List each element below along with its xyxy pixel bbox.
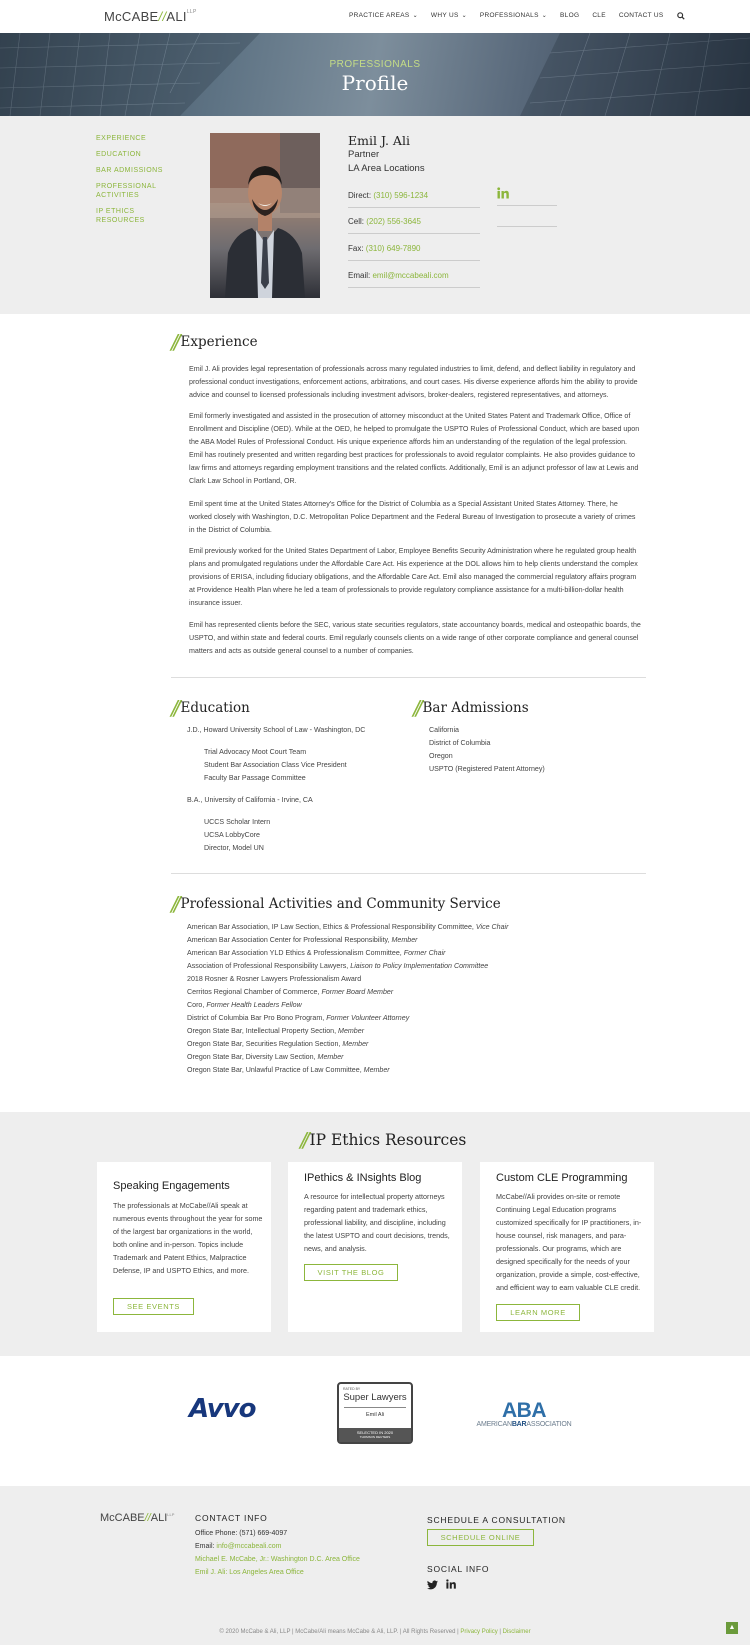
profile-band — [0, 116, 750, 314]
contact-email — [348, 271, 480, 288]
experience-paragraph: Emil has represented clients before the SEC, various state securities regulators, state accountancy boards, medical and osteopathic boards, the USPTO, and within state and federal courts. Emil regularly counsels clients on a wide range of other corporate compliance and general counsel matters and acts as outside general counsel to a number of companies. — [189, 621, 641, 655]
aba-logo[interactable] — [468, 1401, 580, 1428]
sl-selected-text: SELECTED IN 2020 — [356, 1430, 394, 1435]
linkedin-icon[interactable] — [446, 1579, 456, 1589]
nav-contact-us[interactable]: CONTACT US — [618, 12, 664, 19]
card-title: Custom CLE Programming — [496, 1172, 628, 1184]
list-item: Oregon — [429, 752, 453, 760]
card-body: A resource for intellectual property attorneys regarding patent and trademark ethics, professional liability, and discipline, including the latest USPTO and court decisions, trends, news, and analysis. — [304, 1192, 450, 1253]
experience-paragraph: Emil previously worked for the United States Department of Labor, Employee Benefits Security Administration where he regulated group health plans and promulgated regulations under the Affordable Care Act. His experience at the DOL allows him to help clients understand the complex provisions of ERISA, including fiduciary obligations, and the Affordable Care Act. Emil also managed the commercial regulatory affairs program at Providence Health Plan where he led a team of professionals to provide regulatory compliance assistance for a multi-billion-dollar health insurance issuer. — [189, 547, 638, 607]
profile-title: Partner — [348, 149, 380, 160]
contact-cell — [348, 217, 480, 234]
super-lawyers-badge[interactable] — [337, 1382, 413, 1444]
fax-link[interactable]: (310) 649-7890 — [365, 244, 421, 253]
footer-phone: Office Phone: (571) 669-4097 — [195, 1530, 288, 1537]
main-nav — [349, 12, 685, 22]
nav-cle[interactable]: CLE — [592, 12, 606, 19]
list-item: Student Bar Association Class Vice President — [204, 761, 347, 769]
education-degree: J.D., Howard University School of Law - Washington, DC — [187, 726, 366, 734]
education-heading: // Education — [171, 696, 250, 720]
privacy-policy-link[interactable]: Privacy Policy — [460, 1629, 498, 1635]
chevron-up-icon: ▲ — [728, 1624, 736, 1631]
profile-location: LA Area Locations — [348, 163, 425, 174]
list-item: Cerritos Regional Chamber of Commerce, Former Board Member — [187, 988, 394, 996]
contact-fax — [348, 244, 480, 261]
card-body: McCabe//Ali provides on-site or remote Continuing Legal Education programs customized specifically for IP practitioners, in-house counsel, risk managers, and para-professionals. Our programs, which are designed specifically for the needs of your organization, provide a simple, cost-effective, and efficient way to earn valuable CLE credit. — [496, 1192, 642, 1292]
footer-contact-list — [195, 1527, 360, 1579]
list-item: American Bar Association YLD Ethics & Professionalism Committee, Former Chair — [187, 949, 446, 957]
list-item: UCSA LobbyCore — [204, 831, 260, 839]
education-activities — [204, 746, 347, 785]
cell-label: Cell: — [348, 217, 365, 226]
copyright-text: © 2020 McCabe & Ali, LLP | McCabe/Ali means McCabe & Ali, LLP. | All Rights Reserved | — [219, 1629, 459, 1635]
site-footer — [0, 1486, 750, 1645]
ip-ethics-section — [0, 1112, 750, 1356]
card-speaking-engagements — [97, 1162, 271, 1332]
experience-paragraph: Emil J. Ali provides legal representation of professionals across many regulated industries to limit, defend, and deflect liability in regulatory and professional conduct investigations, enforcement actions, arbitrations, and court cases. His diverse experience affords him the ability to provide advice and counsel to licensed professionals including investment advisors, broker-dealers, registered representatives, and attorneys. — [189, 365, 638, 399]
visit-blog-button[interactable]: VISIT THE BLOG — [304, 1264, 398, 1281]
section-divider — [171, 677, 646, 678]
email-link[interactable]: emil@mccabeali.com — [372, 271, 449, 280]
sl-rated-text: RATED BY — [343, 1387, 361, 1391]
hero-banner — [0, 33, 750, 116]
sidebar-link-experience[interactable]: EXPERIENCE — [96, 135, 147, 142]
activities-heading: // Professional Activities and Community Service — [171, 892, 501, 916]
card-body: The professionals at McCabe//Ali speak at numerous events throughout the year for some of the largest bar organizations in the world, both online and in-person. Topics include Trademark and Patent Ethics, Malpractice Defense, IP and USPTO Ethics, and more. — [113, 1201, 263, 1275]
footer-logo[interactable]: McCABE/$/ALI^{LLP}$ — [100, 1512, 175, 1524]
experience-paragraph: Emil spent time at the United States Attorney's Office for the District of Columbia as a Special Assistant United States Attorney. There, he worked closely with Washington, D.C. Metropolitan Police Department and the Federal Bureau of Investigation to prosecute a variety of crimes in the District of Columbia. — [189, 500, 636, 534]
linkedin-icon[interactable] — [497, 187, 509, 199]
nav-practice-areas[interactable]: PRACTICE AREAS ⌄ — [349, 12, 418, 19]
nav-why-us[interactable]: WHY US ⌄ — [430, 12, 467, 19]
ip-ethics-heading: // IP Ethics Resources — [300, 1128, 467, 1152]
hero-title: Profile — [341, 71, 409, 95]
schedule-heading: SCHEDULE A CONSULTATION — [427, 1515, 566, 1525]
experience-heading: // Experience — [171, 330, 258, 354]
education-degree: B.A., University of California - Irvine, CA — [187, 796, 313, 804]
footer-email-row: Email: info@mccabeali.com — [195, 1543, 282, 1550]
section-sidebar-nav — [96, 134, 176, 232]
linkedin-row — [497, 185, 557, 206]
sidebar-link-education[interactable]: EDUCATION — [96, 151, 142, 158]
list-item: Coro, Former Health Leaders Fellow — [187, 1001, 302, 1009]
site-logo[interactable]: McCABE/$/ALI^{LLP}$ — [104, 9, 197, 24]
contact-info-heading: CONTACT INFO — [195, 1513, 268, 1523]
list-item: American Bar Association, IP Law Section, Ethics & Professional Responsibility Committee, Vice Chair — [187, 923, 509, 931]
hero-subtitle: PROFESSIONALS — [329, 59, 421, 70]
list-item: Oregon State Bar, Securities Regulation Section, Member — [187, 1040, 369, 1048]
sl-name-text: Super Lawyers — [343, 1392, 407, 1403]
list-item: 2018 Rosner & Rosner Lawyers Professionalism Award — [187, 975, 362, 983]
list-item: California — [429, 726, 459, 734]
learn-more-button[interactable]: LEARN MORE — [496, 1304, 580, 1321]
list-item: Trial Advocacy Moot Court Team — [204, 748, 307, 756]
list-item: Oregon State Bar, Diversity Law Section, Member — [187, 1053, 344, 1061]
double-slash-icon: // — [300, 1128, 306, 1152]
back-to-top-button[interactable] — [726, 1622, 738, 1634]
double-slash-icon: // — [171, 696, 177, 720]
site-header — [0, 0, 750, 33]
bar-admissions-list — [429, 724, 545, 776]
double-slash-icon: // — [413, 696, 419, 720]
aba-text-2: BAR — [511, 1421, 527, 1428]
credentials-logos — [0, 1356, 750, 1486]
sl-thomson-text: THOMSON REUTERS — [359, 1435, 391, 1439]
list-item: Oregon State Bar, Unlawful Practice of Law Committee, Member — [187, 1066, 390, 1074]
list-item: American Bar Association Center for Professional Responsibility, Member — [187, 936, 418, 944]
list-item: Director, Model UN — [204, 844, 264, 852]
list-item: Faculty Bar Passage Committee — [204, 774, 306, 782]
profile-photo — [210, 133, 320, 298]
see-events-button[interactable]: SEE EVENTS — [113, 1298, 194, 1315]
activities-list — [187, 921, 508, 1077]
card-custom-cle — [480, 1162, 654, 1332]
chevron-down-icon: ⌄ — [461, 13, 467, 19]
footer-email-link[interactable]: info@mccabeali.com — [216, 1543, 282, 1550]
aba-mark: ABA — [502, 1399, 546, 1422]
aba-text-3: ASSOCIATION — [526, 1421, 572, 1428]
twitter-icon[interactable] — [427, 1580, 438, 1590]
list-item: UCCS Scholar Intern — [204, 818, 271, 826]
education-activities — [204, 816, 270, 855]
fax-label: Fax: — [348, 244, 364, 253]
sidebar-link-professional-activities[interactable]: PROFESSIONAL ACTIVITIES — [96, 183, 157, 199]
footer-office-link-dc[interactable]: Michael E. McCabe, Jr.: Washington D.C. Area Office — [195, 1556, 360, 1563]
copyright-bar: © 2020 McCabe & Ali, LLP | McCabe/Ali means McCabe & Ali, LLP. | All Rights Reserved | Privacy Policy | Disclaimer — [219, 1629, 531, 1635]
email-label: Email: — [348, 271, 371, 280]
double-slash-icon: // — [171, 892, 177, 916]
sl-person-text: Emil Ali — [365, 1412, 385, 1418]
chevron-down-icon: ⌄ — [541, 13, 548, 19]
chevron-down-icon: ⌄ — [412, 13, 418, 19]
disclaimer-link[interactable]: Disclaimer — [502, 1629, 531, 1635]
list-item: Oregon State Bar, Intellectual Property Section, Member — [187, 1027, 365, 1035]
sidebar-link-ip-ethics[interactable]: IP ETHICS RESOURCES — [96, 208, 145, 224]
search-icon[interactable] — [677, 12, 685, 22]
profile-name: Emil J. Ali — [348, 133, 410, 148]
list-item: USPTO (Registered Patent Attorney) — [429, 765, 545, 773]
double-slash-icon: // — [171, 330, 177, 354]
schedule-online-button[interactable]: SCHEDULE ONLINE — [427, 1529, 534, 1546]
avvo-logo[interactable]: Avvo — [189, 1394, 256, 1424]
card-title: IPethics & INsights Blog — [304, 1172, 422, 1184]
cell-phone-link[interactable]: (202) 556-3645 — [366, 217, 421, 226]
list-item: District of Columbia — [429, 739, 491, 747]
list-item: Association of Professional Responsibility Lawyers, Liaison to Policy Implementation Committee — [187, 962, 489, 970]
aba-text-1: AMERICAN — [476, 1421, 512, 1428]
nav-blog[interactable]: BLOG — [560, 12, 580, 19]
footer-office-link-la[interactable]: Emil J. Ali: Los Angeles Area Office — [195, 1569, 304, 1576]
direct-phone-link[interactable]: (310) 596-1234 — [373, 191, 429, 200]
sidebar-link-bar-admissions[interactable]: BAR ADMISSIONS — [96, 167, 163, 174]
bar-admissions-heading: // Bar Admissions — [413, 696, 529, 720]
direct-label: Direct: — [348, 191, 372, 200]
social-info-heading: SOCIAL INFO — [427, 1564, 490, 1574]
list-item: District of Columbia Bar Pro Bono Program, Former Volunteer Attorney — [187, 1014, 410, 1022]
card-blog — [288, 1162, 462, 1332]
card-title: Speaking Engagements — [113, 1180, 230, 1192]
contact-direct — [348, 191, 480, 208]
section-divider — [171, 873, 646, 874]
social-divider — [497, 226, 557, 227]
experience-paragraph: Emil formerly investigated and assisted in the prosecution of attorney misconduct at the United States Patent and Trademark Office, Office of Enrollment and Discipline (OED). While at the OED, he helped to promulgate the USPTO Rules of Professional Conduct, which are based upon the ABA Model Rules of Professional Conduct. His unique experience affords him an understanding of the regulation of the legal profession. Emil has routinely presented and written regarding best practices for professionals to avoid regulator complaints. He also provides guidance to law firms and attorneys regarding employment transitions and the related conflicts. Additionally, Emil is an adjunct professor of law at Lewis and Clark Law School in Portland, OR. — [189, 412, 640, 485]
nav-professionals[interactable]: PROFESSIONALS ⌄ — [479, 12, 548, 19]
